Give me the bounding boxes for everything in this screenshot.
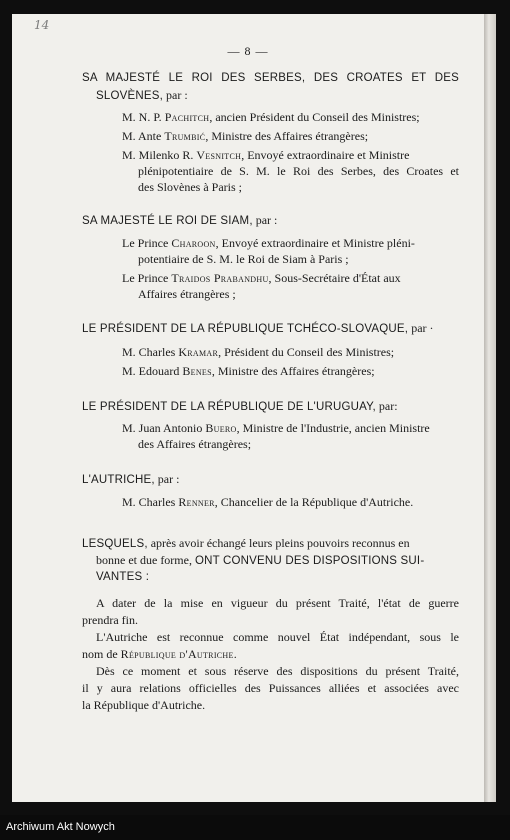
margin-note: 14 xyxy=(34,18,50,32)
plenipotentiary-line: Le Prince Traidos Prabandhu, Sous-Secrétaire d'État aux xyxy=(122,271,401,285)
party-heading: SA MAJESTÉ LE ROI DES SERBES, DES CROATES ET DES xyxy=(82,72,459,84)
plenipotentiary-line: M. Milenko R. Vesnitch, Envoyé extraordinaire et Ministre xyxy=(122,148,410,162)
page-edge xyxy=(484,14,496,802)
plenipotentiary-line: M. Ante Trumbić, Ministre des Affaires étrangères; xyxy=(122,129,369,143)
party-heading: LE PRÉSIDENT DE LA RÉPUBLIQUE TCHÉCO-SLOVAQUE, par · xyxy=(82,321,434,335)
document-page xyxy=(12,14,484,802)
plenipotentiary-line: des Slovènes à Paris ; xyxy=(138,180,242,194)
article-line: A dater de la mise en vigueur du présent Traité, l'état de guerre xyxy=(96,596,459,610)
plenipotentiary-line: M. N. P. Pachitch, ancien Président du Conseil des Ministres; xyxy=(122,110,420,124)
plenipotentiary-line: Affaires étrangères ; xyxy=(138,287,236,301)
lesquels-line: bonne et due forme, ONT CONVENU DES DISPOSITIONS SUI- xyxy=(96,553,425,567)
party-heading: SA MAJESTÉ LE ROI DE SIAM, par : xyxy=(82,213,278,227)
article-line: nom de République d'Autriche. xyxy=(82,647,237,661)
archive-name: Archiwum Akt Nowych xyxy=(6,821,115,833)
article-line: prendra fin. xyxy=(82,613,138,627)
article-line: Dès ce moment et sous réserve des dispositions du présent Traité, xyxy=(96,664,459,678)
article-line: la République d'Autriche. xyxy=(82,698,206,712)
article-line: il y aura relations officielles des Puissances alliées et associées avec xyxy=(82,681,459,695)
plenipotentiary-line: M. Charles Renner, Chancelier de la République d'Autriche. xyxy=(122,495,414,509)
plenipotentiary-line: M. Juan Antonio Buero, Ministre de l'Industrie, ancien Ministre xyxy=(122,421,430,435)
page-number: — 8 — xyxy=(227,44,269,58)
plenipotentiary-line: Le Prince Charoon, Envoyé extraordinaire et Ministre pléni- xyxy=(122,236,415,250)
plenipotentiary-line: M. Edouard Benes, Ministre des Affaires étrangères; xyxy=(122,364,375,378)
plenipotentiary-line: des Affaires étrangères; xyxy=(138,437,252,451)
party-heading: L'AUTRICHE, par : xyxy=(82,472,180,486)
lesquels-line: VANTES : xyxy=(96,571,150,583)
plenipotentiary-line: M. Charles Kramar, Président du Conseil des Ministres; xyxy=(122,345,395,359)
lesquels-line: LESQUELS, après avoir échangé leurs pleins pouvoirs reconnus en xyxy=(82,536,410,550)
archive-footer xyxy=(0,815,510,840)
plenipotentiary-line: plénipotentiaire de S. M. le Roi des Serbes, des Croates et xyxy=(138,164,459,178)
article-line: L'Autriche est reconnue comme nouvel État indépendant, sous le xyxy=(96,630,459,644)
party-heading-cont: SLOVÈNES, par : xyxy=(96,88,188,102)
plenipotentiary-line: potentiaire de S. M. le Roi de Siam à Paris ; xyxy=(138,252,349,266)
party-heading: LE PRÉSIDENT DE LA RÉPUBLIQUE DE L'URUGUAY, par: xyxy=(82,399,398,413)
